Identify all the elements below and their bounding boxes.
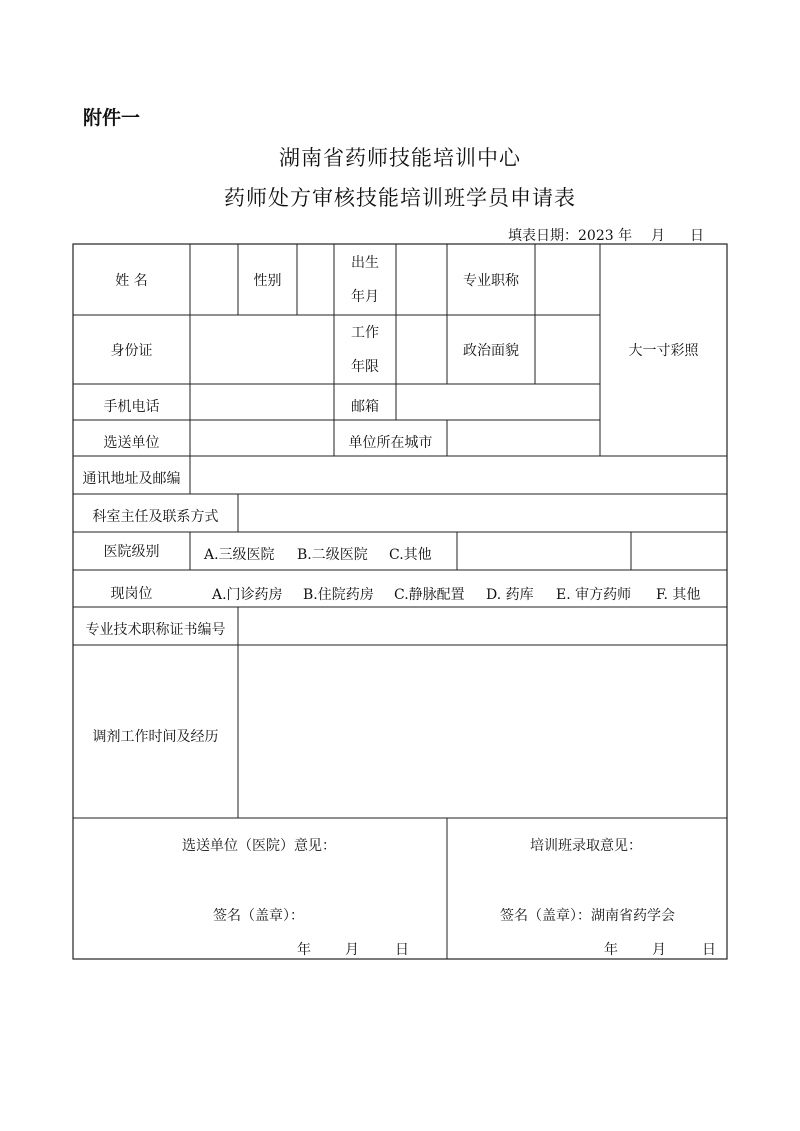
- unit-opinion-month: 月: [345, 942, 359, 958]
- title-input[interactable]: [535, 244, 600, 315]
- birth-label-line1: 出生: [351, 254, 379, 271]
- hospital-level-blank-1[interactable]: [457, 532, 631, 570]
- fill-date-day: 日: [690, 228, 704, 244]
- unit-city-input[interactable]: [447, 420, 600, 456]
- cert-no-input[interactable]: [238, 607, 727, 645]
- work-years-label: [334, 315, 396, 384]
- email-input[interactable]: [396, 384, 600, 420]
- name-input[interactable]: [190, 244, 238, 315]
- hospital-level-blank-2[interactable]: [631, 532, 727, 570]
- unit-opinion-sign: 签名（盖章）：: [213, 908, 304, 924]
- director-label: 科室主任及联系方式: [92, 509, 219, 525]
- cert-no-label: 专业技术职称证书编号: [85, 622, 226, 638]
- phone-label: 手机电话: [103, 399, 160, 415]
- unit-opinion-year: 年: [297, 942, 311, 958]
- training-opinion-day: 日: [702, 942, 716, 958]
- hospital-level-option-c[interactable]: C.其他: [389, 547, 432, 563]
- fill-date-month: 月: [651, 228, 665, 244]
- position-option-f[interactable]: F. 其他: [656, 587, 701, 603]
- id-card-label: 身份证: [110, 342, 153, 359]
- unit-input[interactable]: [190, 420, 334, 456]
- training-opinion-title: 培训班录取意见：: [530, 838, 642, 854]
- address-label: 通讯地址及邮编: [82, 471, 181, 487]
- photo-area[interactable]: [600, 244, 727, 456]
- work-years-line2: 年限: [351, 358, 379, 375]
- hospital-level-label: 医院级别: [103, 544, 160, 560]
- gender-label: 性别: [253, 272, 282, 289]
- director-input[interactable]: [238, 494, 727, 532]
- unit-opinion-box[interactable]: [73, 818, 447, 959]
- hospital-level-option-b[interactable]: B.二级医院: [297, 547, 368, 563]
- attachment-label: 附件一: [83, 107, 141, 129]
- training-opinion-month: 月: [652, 942, 666, 958]
- position-option-e[interactable]: E. 审方药师: [556, 587, 632, 603]
- position-option-b[interactable]: B.住院药房: [303, 587, 374, 603]
- political-label: 政治面貌: [463, 342, 519, 359]
- address-input[interactable]: [190, 456, 727, 494]
- birth-label-line2: 年月: [351, 288, 379, 305]
- position-option-d[interactable]: D. 药库: [486, 587, 534, 603]
- unit-city-label: 单位所在城市: [348, 435, 433, 451]
- position-options: [190, 584, 727, 604]
- training-opinion-sign: 签名（盖章）：湖南省药学会: [500, 908, 675, 924]
- form-title: 药师处方审核技能培训班学员申请表: [224, 186, 576, 210]
- training-opinion-box[interactable]: [447, 818, 727, 959]
- birth-input[interactable]: [396, 244, 447, 315]
- hospital-level-options: [190, 544, 457, 564]
- unit-label: 选送单位: [103, 435, 160, 451]
- page-title: 湖南省药师技能培训中心: [279, 146, 521, 170]
- training-opinion-year: 年: [604, 942, 618, 958]
- email-label: 邮箱: [351, 399, 379, 415]
- work-years-line1: 工作: [351, 324, 379, 341]
- position-option-a[interactable]: A.门诊药房: [212, 587, 283, 603]
- id-card-input[interactable]: [190, 315, 334, 384]
- hospital-level-option-a[interactable]: A.三级医院: [204, 547, 275, 563]
- position-label: 现岗位: [110, 585, 153, 602]
- name-label: 姓 名: [115, 272, 148, 289]
- gender-input[interactable]: [297, 244, 334, 315]
- birth-label: [334, 244, 396, 315]
- work-years-input[interactable]: [396, 315, 447, 384]
- title-label: 专业职称: [463, 272, 519, 289]
- experience-label: 调剂工作时间及经历: [92, 728, 219, 745]
- unit-opinion-day: 日: [395, 942, 409, 958]
- unit-opinion-title: 选送单位（医院）意见：: [182, 838, 336, 854]
- fill-date-label: 填表日期：2023 年: [508, 228, 633, 244]
- political-input[interactable]: [535, 315, 600, 384]
- position-option-c[interactable]: C.静脉配置: [394, 587, 465, 603]
- phone-input[interactable]: [190, 384, 334, 420]
- photo-label: 大一寸彩照: [628, 343, 699, 359]
- experience-input[interactable]: [238, 645, 727, 818]
